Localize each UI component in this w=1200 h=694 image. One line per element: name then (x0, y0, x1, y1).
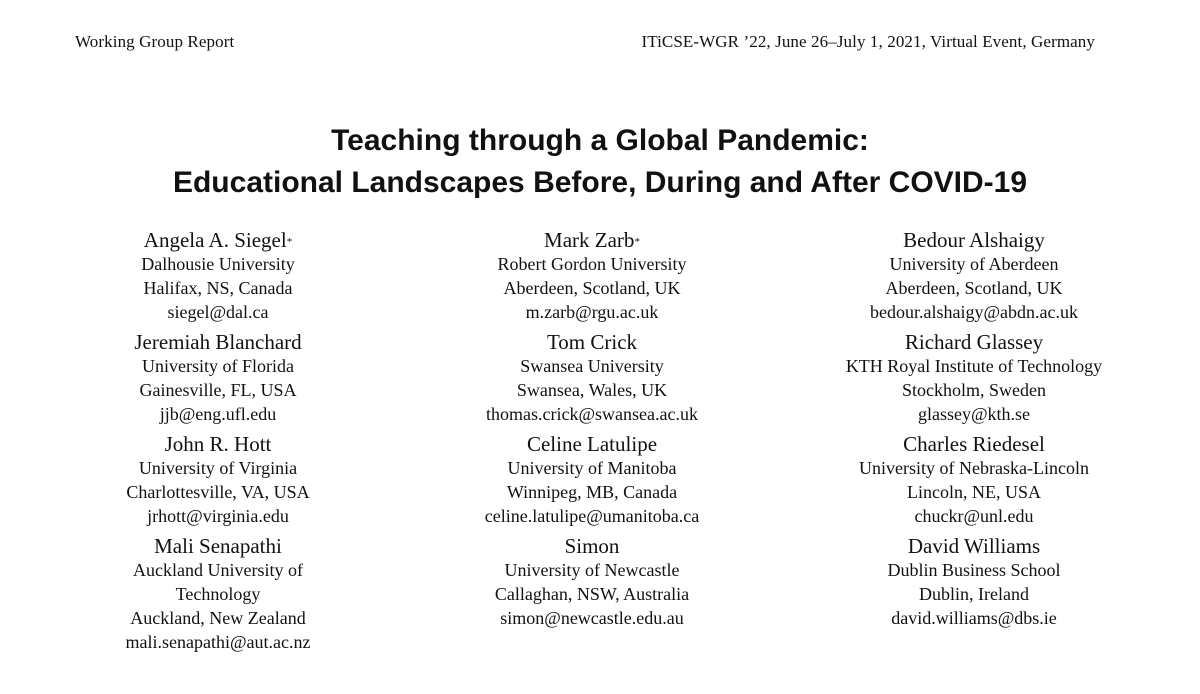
author-name-text: Charles Riedesel (903, 432, 1045, 456)
author-block (840, 432, 1108, 528)
author-name (426, 330, 758, 354)
author-email: david.williams@dbs.ie (891, 608, 1057, 628)
author-name (840, 330, 1108, 354)
author-name (426, 534, 758, 558)
author-name (92, 330, 344, 354)
author-name-text: Mali Senapathi (154, 534, 282, 558)
author-block (92, 534, 344, 654)
author-name (92, 534, 344, 558)
author-affiliation: University of Aberdeen (889, 254, 1059, 274)
author-location: Charlottesville, VA, USA (126, 482, 310, 502)
author-block (92, 432, 344, 528)
author-affiliation: Robert Gordon University (497, 254, 687, 274)
author-block (840, 534, 1108, 654)
author-email: chuckr@unl.edu (914, 506, 1034, 526)
title-line-1: Teaching through a Global Pandemic: (331, 124, 869, 157)
author-name (426, 228, 758, 252)
author-block (840, 330, 1108, 426)
author-email: glassey@kth.se (917, 404, 1031, 424)
author-name-text: Richard Glassey (904, 330, 1044, 354)
author-location: Aberdeen, Scotland, UK (885, 278, 1063, 298)
author-name-text: Jeremiah Blanchard (134, 330, 302, 354)
author-affiliation: Dublin Business School (887, 560, 1061, 580)
author-name (840, 432, 1108, 456)
author-name (840, 534, 1108, 558)
author-name (840, 228, 1108, 252)
author-email: mali.senapathi@aut.ac.nz (125, 632, 311, 652)
author-mark: * (634, 236, 640, 248)
author-location: Auckland, New Zealand (130, 608, 306, 628)
author-location: Lincoln, NE, USA (907, 482, 1041, 502)
author-mark: * (286, 236, 293, 248)
author-location: Winnipeg, MB, Canada (506, 482, 678, 502)
author-name-text: David Williams (907, 534, 1041, 558)
author-block (426, 228, 758, 324)
author-email: jjb@eng.ufl.edu (159, 404, 277, 424)
author-email: jrhott@virginia.edu (147, 506, 289, 526)
author-block (92, 228, 344, 324)
author-block (426, 330, 758, 426)
author-location: Swansea, Wales, UK (516, 380, 668, 400)
title-line-2: Educational Landscapes Before, During and After COVID-19 (172, 166, 1028, 199)
author-affiliation: University of Virginia (138, 458, 298, 478)
author-name-text: Bedour Alshaigy (903, 228, 1045, 252)
author-name (92, 228, 344, 252)
author-affiliation: University of Manitoba (507, 458, 677, 478)
author-affiliation: Auckland University of Technology (133, 560, 303, 604)
author-location: Gainesville, FL, USA (139, 380, 297, 400)
author-name (92, 432, 344, 456)
author-email: celine.latulipe@umanitoba.ca (484, 506, 700, 526)
author-email: bedour.alshaigy@abdn.ac.uk (869, 302, 1079, 322)
author-grid (0, 228, 1200, 654)
author-email: thomas.crick@swansea.ac.uk (485, 404, 698, 424)
author-affiliation: KTH Royal Institute of Technology (845, 356, 1103, 376)
author-location: Stockholm, Sweden (902, 380, 1046, 400)
paper-title (0, 120, 1200, 204)
author-name (426, 432, 758, 456)
author-email: simon@newcastle.edu.au (500, 608, 684, 628)
author-name-text: Tom Crick (546, 330, 638, 354)
author-name-text: John R. Hott (164, 432, 272, 456)
header-left: Working Group Report (75, 32, 235, 51)
author-email: m.zarb@rgu.ac.uk (525, 302, 659, 322)
author-block (92, 330, 344, 426)
author-block (840, 228, 1108, 324)
author-location: Dublin, Ireland (919, 584, 1029, 604)
author-location: Aberdeen, Scotland, UK (503, 278, 681, 298)
author-affiliation: Swansea University (520, 356, 664, 376)
header-right: ITiCSE-WGR ’22, June 26–July 1, 2021, Virtual Event, Germany (641, 32, 1095, 51)
author-location: Halifax, NS, Canada (143, 278, 293, 298)
author-name-text: Celine Latulipe (526, 432, 658, 456)
author-affiliation: Dalhousie University (141, 254, 295, 274)
author-affiliation: University of Newcastle (504, 560, 680, 580)
author-block (426, 534, 758, 654)
author-name-text: Angela A. Siegel (143, 228, 287, 252)
author-block (426, 432, 758, 528)
author-affiliation: University of Nebraska-Lincoln (859, 458, 1089, 478)
author-affiliation: University of Florida (142, 356, 294, 376)
author-email: siegel@dal.ca (167, 302, 269, 322)
running-header (75, 32, 1095, 52)
author-name-text: Mark Zarb (544, 228, 635, 252)
author-name-text: Simon (564, 534, 620, 558)
author-location: Callaghan, NSW, Australia (494, 584, 690, 604)
